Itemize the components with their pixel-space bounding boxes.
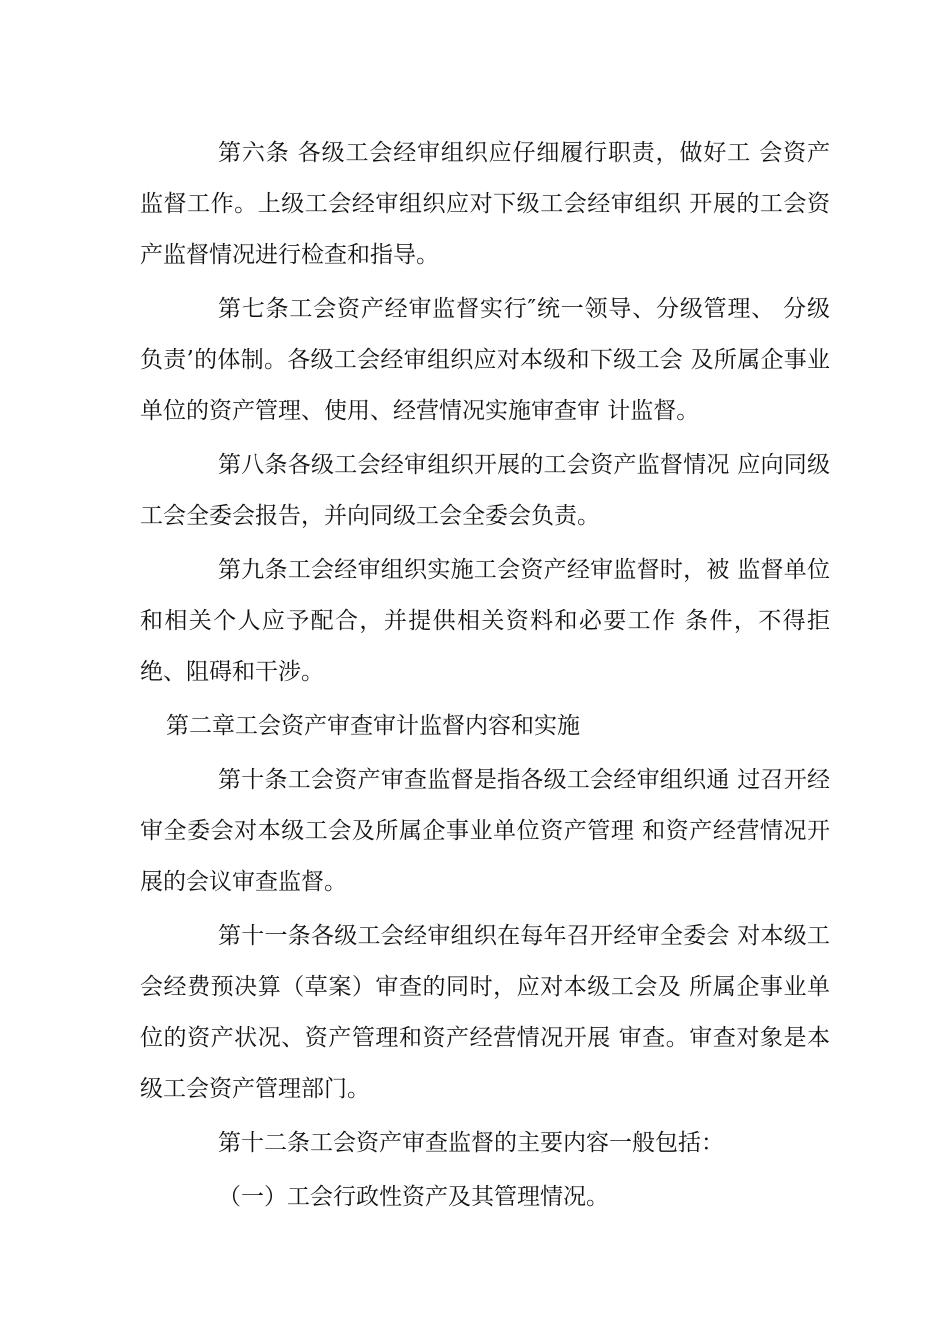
article-6-paragraph: 第六条 各级工会经审组织应仔细履行职责，做好工 会资产监督工作。上级工会经审组织应对下级工会经审组织 开展的工会资产监督情况进行检查和指导。 <box>140 140 830 268</box>
article-7-paragraph: 第七条工会资产经审监督实行″统一领导、分级管理、 分级负责’的体制。各级工会经审组织应对本级和下级工会 及所属企事业单位的资产管理、使用、经营情况实施审查审 计监督。 <box>140 296 830 424</box>
chapter-2-heading: 第二章工会资产审查审计监督内容和实施 <box>166 713 580 739</box>
article-8-paragraph: 第八条各级工会经审组织开展的工会资产监督情况 应向同级工会全委会报告，并向同级工会全委会负责。 <box>140 452 830 529</box>
article-10-paragraph: 第十条工会资产审查监督是指各级工会经审组织通 过召开经审全委会对本级工会及所属企事业单位资产管理 和资产经营情况开展的会议审查监督。 <box>140 767 830 895</box>
article-9-paragraph: 第九条工会经审组织实施工会资产经审监督时，被 监督单位和相关个人应予配合，并提供相关资料和必要工作 条件，不得拒绝、阻碍和干涉。 <box>140 557 830 685</box>
list-item-1: （一）工会行政性资产及其管理情况。 <box>218 1184 609 1210</box>
document-body <box>140 128 830 1223</box>
article-12-paragraph: 第十二条工会资产审查监督的主要内容一般包括： <box>218 1130 724 1156</box>
article-11-paragraph: 第十一条各级工会经审组织在每年召开经审全委会 对本级工会经费预决算（草案）审查的同时，应对本级工会及 所属企事业单位的资产状况、资产管理和资产经营情况开展 审查。审查对象是本级工会资产管理部门。 <box>140 923 830 1102</box>
